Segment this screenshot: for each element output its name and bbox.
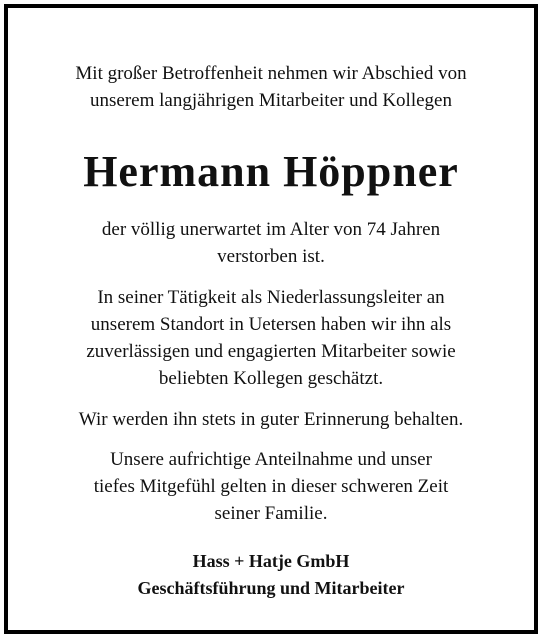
age-line: der völlig unerwartet im Alter von 74 Jahren xyxy=(101,219,441,240)
condolence-line: tiefes Mitgefühl gelten in dieser schweren Zeit xyxy=(93,476,449,497)
age-text xyxy=(8,216,534,270)
memory-line: Wir werden ihn stets in guter Erinnerung behalten. xyxy=(78,409,464,430)
role-line: beliebten Kollegen geschätzt. xyxy=(158,368,384,389)
age-line: verstorben ist. xyxy=(217,246,325,267)
role-text xyxy=(8,284,534,392)
company-name: Hass + Hatje GmbH xyxy=(192,551,350,571)
condolence-line: seiner Familie. xyxy=(214,503,328,524)
role-line: unserem Standort in Uetersen haben wir ihn als xyxy=(90,314,452,335)
role-line: zuverlässigen und engagierten Mitarbeiter sowie xyxy=(86,341,456,362)
condolence-text xyxy=(8,446,534,527)
signature-line: Geschäftsführung und Mitarbeiter xyxy=(137,578,405,598)
intro-line: Mit großer Betroffenheit nehmen wir Abschied von xyxy=(75,63,467,84)
signature xyxy=(8,548,534,602)
intro-line: unserem langjährigen Mitarbeiter und Kollegen xyxy=(90,90,452,111)
role-line: In seiner Tätigkeit als Niederlassungsleiter an xyxy=(97,287,445,308)
memory-text xyxy=(8,406,534,433)
deceased-name: Hermann Höppner xyxy=(83,147,459,196)
intro-text xyxy=(8,60,534,114)
obituary-notice xyxy=(4,4,538,634)
condolence-line: Unsere aufrichtige Anteilnahme und unser xyxy=(110,449,432,470)
